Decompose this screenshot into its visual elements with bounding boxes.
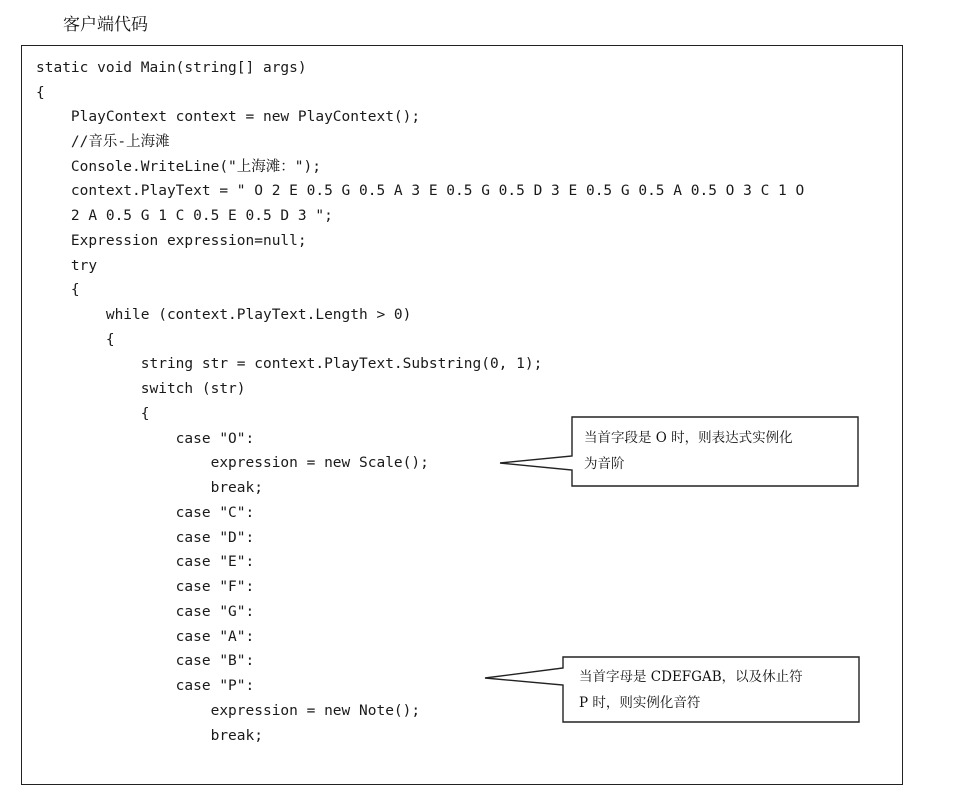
callout-note-line2: P 时，则实例化音符	[579, 695, 701, 711]
code-line: case "A":	[36, 629, 255, 645]
callout-scale	[498, 416, 860, 488]
code-line: case "G":	[36, 604, 255, 620]
code-line: string str = context.PlayText.Substring(0, 1);	[36, 356, 543, 372]
code-line: {	[36, 406, 150, 422]
code-line: case "B":	[36, 653, 255, 669]
callout-note-line1: 当首字母是 CDEFGAB，以及休止符	[579, 669, 803, 685]
code-line: case "P":	[36, 678, 255, 694]
code-line: Expression expression=null;	[36, 233, 307, 249]
code-line: switch (str)	[36, 381, 246, 397]
callout-note	[483, 656, 861, 724]
code-line: try	[36, 258, 98, 274]
code-line: while (context.PlayText.Length > 0)	[36, 307, 412, 323]
code-line: {	[36, 85, 45, 101]
code-line: PlayContext context = new PlayContext();	[36, 109, 421, 125]
code-line: static void Main(string[] args)	[36, 60, 307, 76]
code-line: break;	[36, 480, 263, 496]
code-line: case "O":	[36, 431, 255, 447]
code-line: {	[36, 282, 80, 298]
code-line: Console.WriteLine("上海滩：");	[36, 159, 321, 175]
code-line: expression = new Scale();	[36, 455, 429, 471]
code-line: case "D":	[36, 530, 255, 546]
callout-scale-line2: 为音阶	[584, 456, 625, 472]
code-line: case "F":	[36, 579, 255, 595]
code-line: //音乐-上海滩	[36, 134, 170, 150]
code-line: case "C":	[36, 505, 255, 521]
code-line: expression = new Note();	[36, 703, 421, 719]
code-line: 2 A 0.5 G 1 C 0.5 E 0.5 D 3 ";	[36, 208, 333, 224]
callout-scale-line1: 当首字段是 O 时，则表达式实例化	[584, 430, 793, 446]
code-line: context.PlayText = " O 2 E 0.5 G 0.5 A 3 E 0.5 G 0.5 D 3 E 0.5 G 0.5 A 0.5 O 3 C 1 O	[36, 183, 805, 199]
code-line: case "E":	[36, 554, 255, 570]
code-line: break;	[36, 728, 263, 744]
section-heading: 客户端代码	[63, 15, 148, 35]
code-line: {	[36, 332, 115, 348]
